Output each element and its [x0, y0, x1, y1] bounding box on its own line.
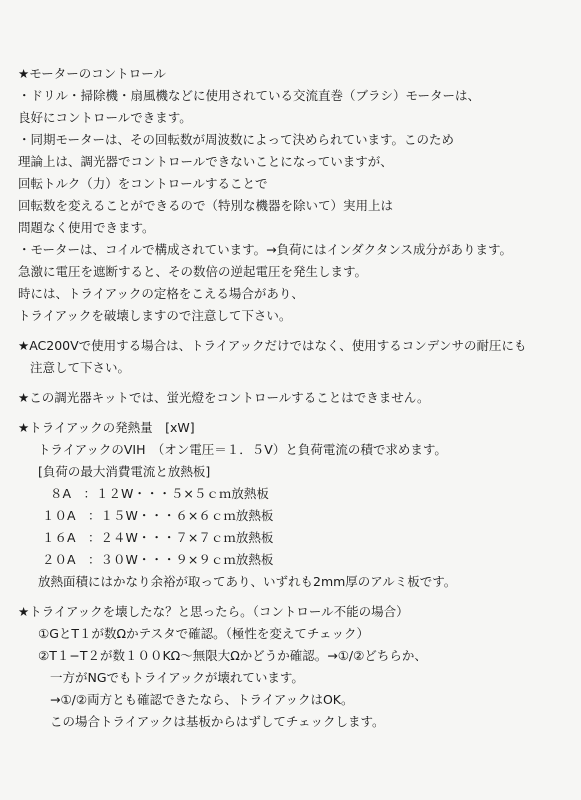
note-ac200v: ★AC200Vで使用する場合は、トライアックだけではなく、使用するコンデンサの耐圧にも [18, 338, 527, 353]
text-line: 回転トルク（力）をコントロールすることで [18, 176, 268, 191]
table-row: １０A ：１５W・・・６×６ｃｍ放熱板 [42, 508, 274, 523]
text-line: トライアックのVIH （オン電圧＝１．５V）と負荷電流の積で求めます。 [38, 442, 447, 457]
text-line: 注意して下さい。 [30, 360, 131, 375]
text-line: ・同期モーターは、その回転数が周波数によって決められています。このため [18, 132, 455, 147]
text-line: 時には、トライアックの定格をこえる場合があり、 [18, 286, 304, 301]
table-row: ２０A ：３０W・・・９×９ｃｍ放熱板 [42, 552, 274, 567]
note-fluorescent: ★この調光器キットでは、蛍光燈をコントロールすることはできません。 [18, 390, 430, 405]
text-line: 理論上は、調光器でコントロールできないことになっていますが、 [18, 154, 393, 169]
text-line: 一方がNGでもトライアックが壊れています。 [50, 670, 304, 685]
check-step: ②T１−T２が数１００KΩ～無限大Ωかどうか確認。→①/②どちらか、 [38, 648, 427, 663]
text-line: ・モーターは、コイルで構成されています。→負荷にはインダクタンス成分があります。 [18, 242, 512, 257]
text-line: →①/②両方とも確認できたなら、トライアックはOK。 [50, 692, 354, 707]
text-line: トライアックを破壊しますので注意して下さい。 [18, 308, 292, 323]
table-caption: [負荷の最大消費電流と放熱板] [38, 464, 211, 479]
text-line: 回転数を変えることができるので（特別な機器を除いて）実用上は [18, 198, 394, 213]
table-row: １６A ：２４W・・・７×７ｃｍ放熱板 [42, 530, 274, 545]
check-step: ①GとT１が数Ωかテスタで確認。（極性を変えてチェック） [38, 626, 369, 641]
table-row: ８A ：１２W・・・５×５ｃｍ放熱板 [50, 486, 269, 501]
text-line: 問題なく使用できます。 [18, 220, 155, 235]
text-line: この場合トライアックは基板からはずしてチェックします。 [50, 714, 385, 729]
heading-triac-heat: ★トライアックの発熱量 [xW] [18, 420, 195, 435]
text-line: 放熱面積にはかなり余裕が取ってあり、いずれも2mm厚のアルミ板です。 [38, 574, 457, 589]
text-line: 急激に電圧を遮断すると、その数倍の逆起電圧を発生します。 [18, 264, 368, 279]
text-line: ・ドリル・掃除機・扇風機などに使用されている交流直巻（ブラシ）モーターは、 [18, 88, 481, 103]
text-line: 良好にコントロールできます。 [18, 110, 192, 125]
heading-broken-triac: ★トライアックを壊したな？と思ったら。（コントロール不能の場合） [18, 604, 409, 619]
heading-motor-control: ★モーターのコントロール [18, 66, 166, 81]
